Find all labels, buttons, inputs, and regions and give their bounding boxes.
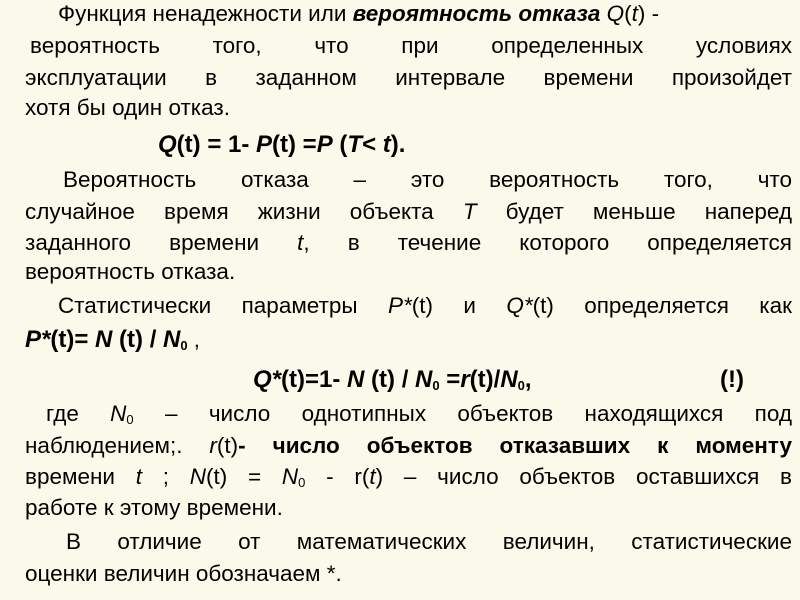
text: ; — [141, 464, 190, 489]
symbol-n: N — [189, 464, 206, 489]
subscript: 0 — [180, 338, 188, 353]
text: где — [46, 401, 111, 426]
text: Q* — [253, 366, 282, 393]
text: времени — [25, 464, 136, 489]
probability-line-4: вероятность отказа. — [25, 259, 236, 284]
text: N — [163, 326, 181, 353]
statistics-line-1 — [58, 292, 792, 319]
note-line-2: оценки величин обозначаем *. — [25, 561, 342, 586]
text: =1- — [305, 366, 348, 393]
symbol-q-star: Q* — [506, 293, 533, 318]
text: , — [187, 327, 200, 352]
text: / — [493, 366, 501, 393]
text: N — [347, 366, 365, 393]
text: заданного времени — [25, 230, 298, 255]
probability-line-2 — [25, 198, 792, 225]
where-line-3 — [25, 463, 792, 496]
text: , в течение которого определяется — [303, 230, 792, 255]
symbol-t: t — [631, 1, 638, 26]
subscript: 0 — [517, 378, 525, 393]
text: ( — [332, 131, 348, 158]
text: Q — [158, 131, 177, 158]
probability-line-3 — [25, 229, 792, 256]
text: - число объектов отказавших к моменту — [238, 433, 792, 458]
text: Функция ненадежности или — [58, 1, 353, 26]
text: наблюдением;. — [25, 433, 210, 458]
symbol-p-star: P* — [387, 293, 412, 318]
text: (t) — [532, 293, 554, 318]
text: и — [432, 293, 507, 318]
text: - r( — [305, 464, 370, 489]
text: , — [524, 366, 532, 393]
text: (t) — [272, 131, 297, 158]
text: t — [382, 131, 391, 158]
text: (t) — [50, 326, 75, 353]
probability-line-1: Вероятность отказа – это вероятность того, что — [63, 167, 792, 192]
text: = 1- — [200, 131, 257, 158]
definition-line-1 — [58, 0, 792, 27]
definition-line-4: хотя бы один отказ. — [25, 95, 230, 120]
text: = — [296, 131, 317, 158]
subscript: 0 — [298, 475, 306, 490]
where-line-1 — [46, 400, 792, 433]
text: / — [143, 326, 164, 353]
text: = — [74, 326, 96, 353]
symbol-q: Q — [606, 1, 625, 26]
text: (t) — [469, 366, 494, 393]
symbol-t: t — [135, 464, 142, 489]
subscript: 0 — [432, 378, 440, 393]
text: – число однотипных объектов находящихся под — [133, 401, 792, 426]
formula-p-star — [25, 326, 425, 359]
text: (t) — [112, 326, 144, 353]
text: P — [316, 131, 333, 158]
text: ). — [390, 131, 406, 158]
text: случайное время жизни объекта — [25, 199, 463, 224]
text: r — [460, 366, 470, 393]
symbol-t: t — [297, 230, 304, 255]
text: N — [95, 326, 113, 353]
text: ( — [624, 1, 632, 26]
symbol-t-upper: T — [462, 199, 477, 224]
text: (t) — [206, 464, 228, 489]
text: определяется как — [553, 293, 793, 318]
text: P — [256, 131, 273, 158]
text: / — [395, 366, 416, 393]
definition-line-2: вероятность того, что при определенных условиях — [30, 33, 792, 58]
symbol-n0: N — [281, 464, 299, 489]
where-line-2 — [25, 432, 792, 459]
exclamation-mark-note: (!) — [720, 366, 744, 393]
text: будет меньше наперед — [476, 199, 792, 224]
where-line-4: работе к этому времени. — [25, 495, 283, 520]
formula-q-star — [253, 366, 633, 399]
text: Статистически параметры — [58, 293, 388, 318]
text: (t) — [281, 366, 305, 393]
symbol-r: r — [209, 433, 217, 458]
formula-q-of-t — [158, 131, 558, 158]
symbol-n: N — [110, 401, 127, 426]
text: ) – число объектов оставшихся в — [375, 464, 792, 489]
term-failure-probability: вероятность отказа — [352, 1, 601, 26]
text: (t) — [411, 293, 433, 318]
definition-line-3: эксплуатации в заданном интервале времени произойдет — [25, 65, 792, 90]
text: N — [415, 366, 433, 393]
note-line-1: В отличие от математических величин, статистические — [66, 529, 792, 554]
text: N — [500, 366, 518, 393]
text: < — [362, 131, 383, 158]
text: ) - — [637, 1, 660, 26]
text: T — [347, 131, 363, 158]
symbol-t: t — [369, 464, 376, 489]
text: (t) — [176, 131, 201, 158]
text: P* — [25, 326, 51, 353]
text: = — [439, 366, 461, 393]
text: (t) — [216, 433, 239, 458]
text: (t) — [364, 366, 396, 393]
subscript: 0 — [126, 412, 134, 427]
text: = — [227, 464, 282, 489]
